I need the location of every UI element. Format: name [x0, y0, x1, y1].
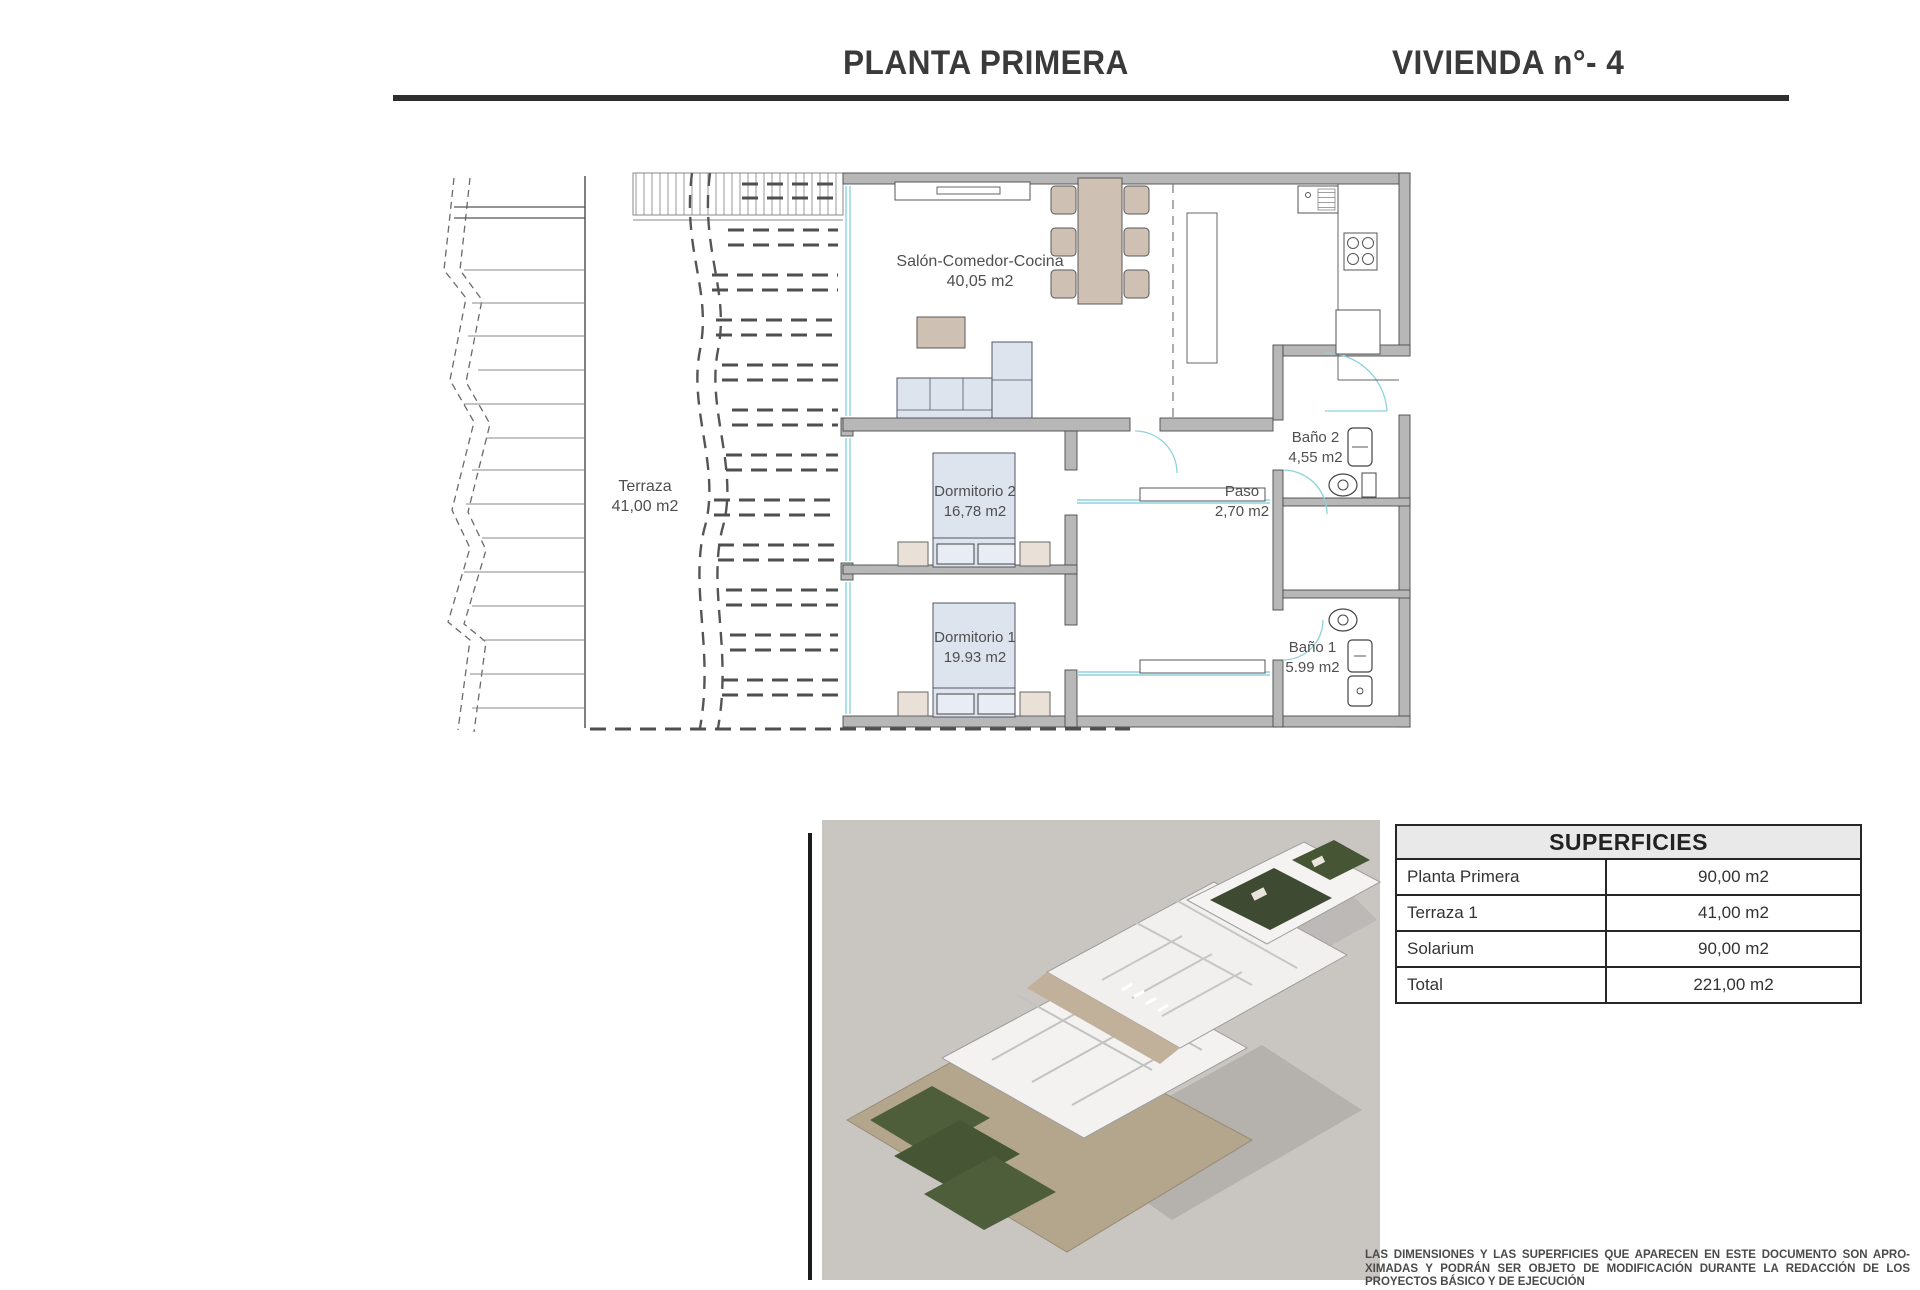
dining-table	[1078, 178, 1122, 304]
bath1-basin	[1348, 676, 1372, 706]
room-name: Salón-Comedor-Cocina	[896, 253, 1064, 270]
chair	[1124, 228, 1149, 256]
chair	[1124, 270, 1149, 298]
tv-screen	[937, 187, 1000, 194]
kitchen-hob	[1344, 233, 1377, 270]
row-label: Total	[1396, 967, 1606, 1003]
chair	[1051, 186, 1076, 214]
wall-kitchen-bottom	[1160, 418, 1273, 431]
hidden-steps	[712, 184, 838, 695]
label-dormitorio2	[915, 482, 1035, 522]
disclaimer-line: PROYECTOS BÁSICO Y DE EJECUCIÓN	[1365, 1276, 1585, 1288]
fridge	[1336, 310, 1380, 354]
slope-line-a	[690, 173, 709, 728]
wall-right-upper	[1399, 173, 1410, 353]
room-area: 41,00 m2	[611, 498, 679, 515]
rock-edge-inner	[460, 178, 490, 732]
entry-door-arc	[1325, 353, 1387, 411]
contour-lines	[464, 270, 585, 708]
disclaimer-line: LAS DIMENSIONES Y LAS SUPERFICIES QUE APARECEN EN ESTE DOCUMENTO SON APRO-	[1365, 1249, 1910, 1261]
render-3d	[822, 820, 1380, 1280]
render-divider-line	[808, 833, 812, 1280]
stair-hatch	[633, 173, 843, 215]
table-row	[1396, 895, 1861, 931]
table-row	[1396, 967, 1861, 1003]
terrace-top-edge	[454, 207, 585, 218]
render-3d-image	[822, 820, 1380, 1280]
stair-hatch-base	[633, 215, 843, 220]
paso-door-arc	[1135, 431, 1177, 473]
bed2-pillow	[978, 544, 1015, 564]
wall-bath1-top	[1283, 590, 1410, 598]
hob-frame	[1344, 233, 1377, 270]
nightstand	[898, 692, 928, 716]
bath2-toilet	[1329, 474, 1357, 496]
label-paso	[1192, 482, 1292, 522]
wall-bath-left-a	[1273, 345, 1283, 420]
label-terraza	[585, 477, 705, 517]
disclaimer	[1365, 1249, 1910, 1290]
wardrobe	[1140, 660, 1265, 673]
nightstand	[1020, 542, 1050, 566]
room-area: 5.99 m2	[1285, 659, 1340, 676]
window-dorm2	[846, 438, 850, 561]
window-salon	[846, 186, 850, 416]
floor-plan	[440, 170, 1410, 740]
surfaces-header-row	[1396, 825, 1861, 859]
page-title-right: VIVIENDA n°- 4	[1392, 44, 1625, 82]
surfaces-title: SUPERFICIES	[1396, 825, 1861, 859]
label-salon	[880, 252, 1080, 292]
room-name: Paso	[1224, 483, 1260, 500]
disclaimer-line: XIMADAS Y PODRÁN SER OBJETO DE MODIFICACIÓN DURANTE LA REDACCIÓN DE LOS	[1365, 1262, 1910, 1275]
wall-bottom	[843, 716, 1410, 727]
row-value: 221,00 m2	[1606, 967, 1861, 1003]
room-name: Baño 1	[1288, 639, 1337, 656]
drainer	[1318, 189, 1335, 210]
row-label: Terraza 1	[1396, 895, 1606, 931]
wall-right-lower	[1399, 415, 1410, 727]
row-label: Planta Primera	[1396, 859, 1606, 895]
room-name: Dormitorio 1	[934, 629, 1016, 646]
slope-line-b	[708, 173, 727, 728]
label-bano2	[1268, 428, 1363, 468]
table-row	[1396, 859, 1861, 895]
bed1-pillow	[978, 694, 1015, 714]
nightstand	[1020, 692, 1050, 716]
room-area: 16,78 m2	[943, 503, 1007, 520]
kitchen	[1173, 184, 1399, 418]
bed2-pillow	[937, 544, 974, 564]
kitchen-sink	[1298, 186, 1338, 213]
kitchen-island	[1187, 213, 1217, 363]
room-area: 40,05 m2	[946, 273, 1014, 290]
table-row	[1396, 931, 1861, 967]
wall-bath2-bottom	[1283, 498, 1410, 506]
title-rule	[393, 95, 1789, 101]
coffee-table	[917, 317, 965, 348]
room-area: 2,70 m2	[1214, 503, 1270, 520]
wall-bedroom-right-a	[1065, 431, 1077, 470]
room-name: Terraza	[618, 478, 672, 495]
chair	[1124, 186, 1149, 214]
room-name: Dormitorio 2	[934, 483, 1016, 500]
window-dorm1	[846, 582, 850, 714]
wall-salon-bottom	[843, 418, 1130, 431]
page-title-left: PLANTA PRIMERA	[843, 44, 1129, 82]
room-area: 19.93 m2	[943, 649, 1007, 666]
row-value: 90,00 m2	[1606, 859, 1861, 895]
sofa	[897, 342, 1032, 418]
row-value: 90,00 m2	[1606, 931, 1861, 967]
nightstand	[898, 542, 928, 566]
bath1-toilet	[1329, 609, 1357, 631]
bed1-pillow	[937, 694, 974, 714]
label-bano1	[1265, 638, 1360, 678]
living-room-furniture	[895, 178, 1149, 418]
row-value: 41,00 m2	[1606, 895, 1861, 931]
row-label: Solarium	[1396, 931, 1606, 967]
bath2-basin	[1362, 473, 1376, 497]
surfaces-table	[1395, 824, 1862, 1004]
label-dormitorio1	[915, 628, 1035, 668]
rock-edge-outer	[444, 178, 474, 730]
room-area: 4,55 m2	[1288, 449, 1343, 466]
room-name: Baño 2	[1291, 429, 1340, 446]
wall-bedroom-right-c	[1065, 670, 1077, 727]
